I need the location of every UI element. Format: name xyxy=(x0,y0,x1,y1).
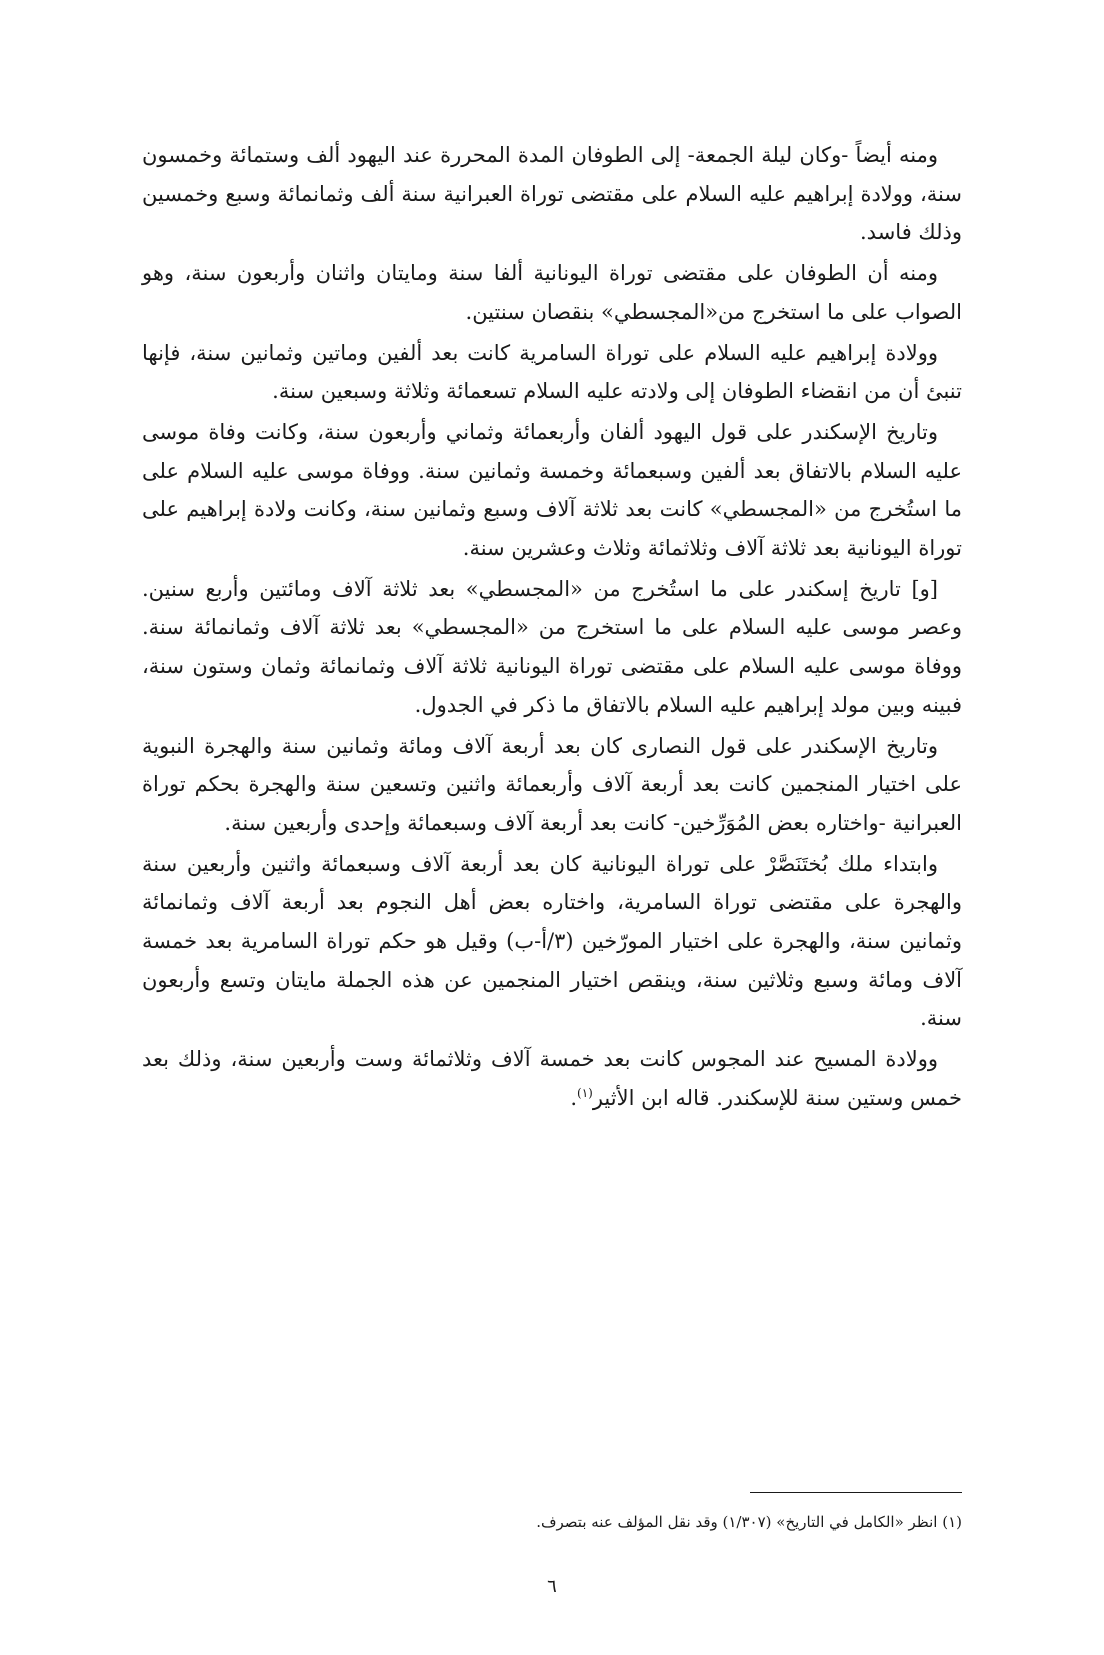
footnote-divider xyxy=(750,1492,962,1493)
footnote-reference: (١) xyxy=(577,1085,593,1100)
paragraph-4: وتاريخ الإسكندر على قول اليهود ألفان وأربعمائة وثماني وأربعون سنة، وكانت وفاة موسى عليه السلام بالاتفاق بعد ألفين وسبعمائة وخمسة وثمانين سنة. ووفاة موسى عليه السلام على ما استُخرج من «المجسطي» كانت بعد ثلاثة آلاف وسبع وثمانين سنة، وكانت ولادة إبراهيم على توراة اليونانية بعد ثلاثة آلاف وثلاثمائة وثلاث وعشرين سنة. xyxy=(142,419,962,561)
paragraph-8 xyxy=(142,1040,962,1117)
paragraph-5: [و] تاريخ إسكندر على ما استُخرج من «المجسطي» بعد ثلاثة آلاف ومائتين وأربع سنين. وعصر موسى عليه السلام على ما استخرج من «المجسطي» بعد ثلاثة آلاف وثمانمائة سنة. ووفاة موسى عليه السلام على مقتضى توراة اليونانية ثلاثة آلاف وثمانمائة وثمان وستون سنة، فبينه وبين مولد إبراهيم عليه السلام بالاتفاق ما ذكر في الجدول. xyxy=(142,576,962,717)
main-text xyxy=(142,136,962,1120)
paragraph-1: ومنه أيضاً -وكان ليلة الجمعة- إلى الطوفان المدة المحررة عند اليهود ألف وستمائة وخمسون سنة، وولادة إبراهيم عليه السلام على مقتضى توراة العبرانية سنة ألف وثمانمائة وسبع وخمسين وذلك فاسد. xyxy=(142,143,962,245)
closing-period: . xyxy=(570,1085,577,1110)
paragraph-3: وولادة إبراهيم عليه السلام على توراة السامرية كانت بعد ألفين وماتين وثمانين سنة، فإنها تنبئ أن من انقضاء الطوفان إلى ولادته عليه السلام تسعمائة وثلاثة وسبعين سنة. xyxy=(142,340,962,404)
page-number: ٦ xyxy=(547,1576,557,1597)
footnote: (١) انظر «الكامل في التاريخ» (١/٣٠٧) وقد نقل المؤلف عنه بتصرف. xyxy=(536,1513,962,1531)
paragraph-2: ومنه أن الطوفان على مقتضى توراة اليونانية ألفا سنة ومايتان واثنان وأربعون سنة، وهو الصواب على ما استخرج من«المجسطي» بنقصان سنتين. xyxy=(142,261,962,324)
paragraph-6: وتاريخ الإسكندر على قول النصارى كان بعد أربعة آلاف ومائة وثمانين سنة والهجرة النبوية على اختيار المنجمين كانت بعد أربعة آلاف وأربعمائة واثنين وتسعين سنة والهجرة بحكم توراة العبرانية -واختاره بعض المُوَرِّخين- كانت بعد أربعة آلاف وسبعمائة وإحدى وأربعين سنة. xyxy=(142,733,962,835)
paragraph-8-text: وولادة المسيح عند المجوس كانت بعد خمسة آلاف وثلاثمائة وست وأربعين سنة، وذلك بعد خمس وستين سنة للإسكندر. قاله ابن الأثير xyxy=(142,1047,962,1110)
paragraph-7: وابتداء ملك بُختَنَصَّرْ على توراة اليونانية كان بعد أربعة آلاف وسبعمائة واثنين وأربعين سنة والهجرة على مقتضى توراة السامرية، واختاره بعض أهل النجوم بعد أربعة آلاف وثمانمائة وثمانين سنة، والهجرة على اختيار المورّخين (٣/أ-ب) وقيل هو حكم توراة السامرية بعد خمسة آلاف ومائة وسبع وثلاثين سنة، وينقص اختيار المنجمين عن هذه الجملة مايتان وتسع وأربعون سنة. xyxy=(142,851,962,1031)
